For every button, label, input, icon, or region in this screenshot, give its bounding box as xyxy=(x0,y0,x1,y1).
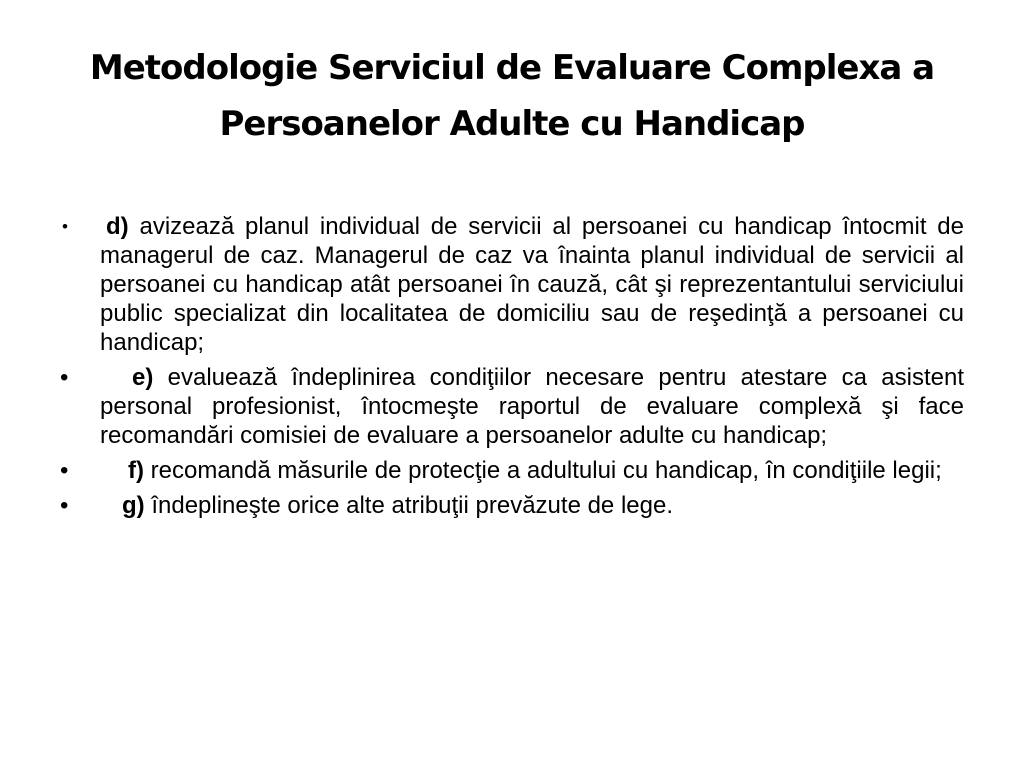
item-label-g: g) xyxy=(122,492,145,519)
item-text-e: evaluează îndeplinirea condiţiilor necesare pentru atestare ca asistent personal profesionist, întocmeşte raportul de evaluare complexă şi face recomandări comisiei de evaluare a persoanelor adulte cu handicap; xyxy=(100,364,964,449)
bullet-icon: • xyxy=(60,364,69,391)
slide-title-line-2: Persoanelor Adulte cu Handicap xyxy=(219,104,805,144)
item-text-g: îndeplineşte orice alte atribuţii prevăzute de lege. xyxy=(151,492,673,519)
item-label-d: d) xyxy=(106,213,129,240)
slide-title-line-1: Metodologie Serviciul de Evaluare Complexa a xyxy=(89,48,935,88)
bullet-icon: • xyxy=(62,217,68,236)
slide-title xyxy=(60,40,964,152)
list-item-g xyxy=(54,491,964,520)
item-text-f: recomandă măsurile de protecţie a adultului cu handicap, în condiţiile legii; xyxy=(150,457,942,484)
item-label-f: f) xyxy=(128,457,144,484)
list-item-e xyxy=(54,363,964,450)
item-text-d: avizează planul individual de servicii al persoanei cu handicap întocmit de managerul de caz. Managerul de caz va înainta planul individual de servicii al persoanei cu handicap atât persoanei în cauză, cât şi reprezentantului serviciului public specializat din localitatea de domiciliu sau de reşedinţă a persoanei cu handicap; xyxy=(100,213,964,356)
list-item-d xyxy=(54,212,964,357)
list-item-f xyxy=(54,456,964,485)
item-label-e: e) xyxy=(132,364,154,391)
bullet-list xyxy=(54,212,964,526)
bullet-icon: • xyxy=(60,492,69,519)
bullet-icon: • xyxy=(60,457,69,484)
